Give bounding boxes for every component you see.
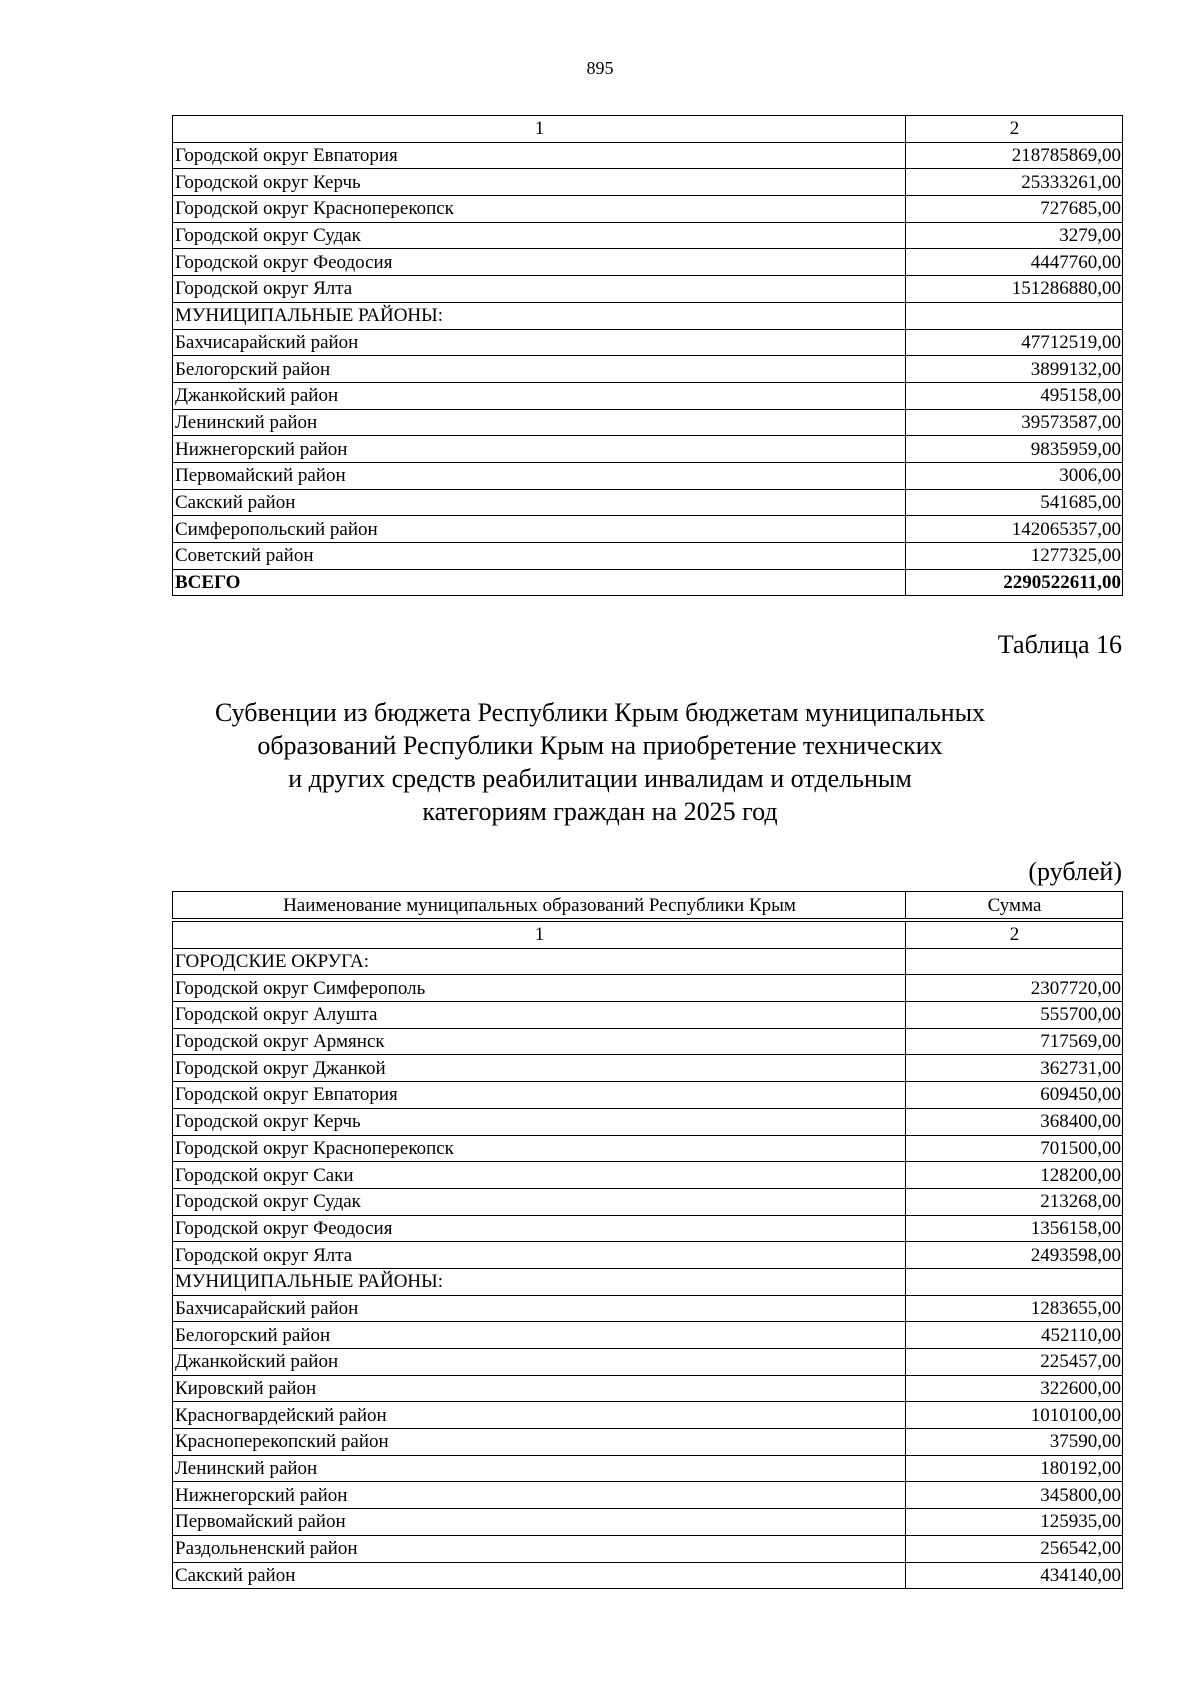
table1-sum-cell: 4447760,00 [906, 249, 1123, 276]
table-row [173, 1002, 1123, 1029]
table2-sum-cell: 717569,00 [906, 1028, 1123, 1055]
table2-sum-cell: 1010100,00 [906, 1402, 1123, 1429]
table2-name-cell: Городской округ Симферополь [173, 975, 906, 1002]
header-sum: Сумма [906, 892, 1123, 919]
table2-sum-cell: 2307720,00 [906, 975, 1123, 1002]
table2-name-cell: Белогорский район [173, 1322, 906, 1349]
table1-sum-cell: 541685,00 [906, 489, 1123, 516]
page-number: 895 [586, 58, 614, 78]
table1-name-cell: Симферопольский район [173, 516, 906, 543]
table1-sum-cell: 3899132,00 [906, 356, 1123, 383]
table1-sum-cell: 142065357,00 [906, 516, 1123, 543]
table2-name-cell: Джанкойский район [173, 1349, 906, 1376]
table1-sum-cell: 151286880,00 [906, 276, 1123, 303]
table-row [173, 1402, 1123, 1429]
table-row [173, 1162, 1123, 1189]
table-row [173, 436, 1123, 463]
table2-name-cell: Сакский район [173, 1562, 906, 1589]
table2-sum-cell: 345800,00 [906, 1482, 1123, 1509]
column-number-1: 1 [173, 922, 906, 949]
table2-sum-cell: 555700,00 [906, 1002, 1123, 1029]
table1-sum-cell [906, 302, 1123, 329]
table2-sum-cell: 368400,00 [906, 1108, 1123, 1135]
table2-sum-cell [906, 1268, 1123, 1295]
table1-body [173, 116, 1123, 596]
table2-name-cell: МУНИЦИПАЛЬНЫЕ РАЙОНЫ: [173, 1268, 906, 1295]
table-row [173, 382, 1123, 409]
table2-sum-cell: 362731,00 [906, 1055, 1123, 1082]
table1-sum-cell: 727685,00 [906, 196, 1123, 223]
column-number-row [173, 922, 1123, 949]
table1-name-cell: Бахчисарайский район [173, 329, 906, 356]
table-row [173, 543, 1123, 570]
table1-name-cell: Городской округ Керчь [173, 169, 906, 196]
column-number-row [173, 116, 1123, 143]
table1-name-cell: Ленинский район [173, 409, 906, 436]
table-row [173, 1509, 1123, 1536]
table1-name-cell: Городской округ Красноперекопск [173, 196, 906, 223]
table-label: Таблица 16 [997, 630, 1122, 659]
table2-name-cell: Городской округ Красноперекопск [173, 1135, 906, 1162]
table-row [173, 249, 1123, 276]
table1-sum-cell: 3279,00 [906, 222, 1123, 249]
table-row [173, 142, 1123, 169]
table-row [173, 569, 1123, 596]
table-row [173, 1242, 1123, 1269]
table1-name-cell: МУНИЦИПАЛЬНЫЕ РАЙОНЫ: [173, 302, 906, 329]
title-line: и других средств реабилитации инвалидам и отдельным [288, 764, 912, 793]
table1-sum-cell: 47712519,00 [906, 329, 1123, 356]
table-row [173, 462, 1123, 489]
table2-sum-cell: 125935,00 [906, 1509, 1123, 1536]
table1-sum-cell: 25333261,00 [906, 169, 1123, 196]
table1-sum-cell: 39573587,00 [906, 409, 1123, 436]
table2-sum-cell: 37590,00 [906, 1429, 1123, 1456]
table-row [173, 1535, 1123, 1562]
table2-sum-cell: 609450,00 [906, 1082, 1123, 1109]
table-row [173, 1055, 1123, 1082]
table-row [173, 356, 1123, 383]
table1-name-cell: Джанкойский район [173, 382, 906, 409]
unit-label: (рублей) [1028, 857, 1122, 886]
table2-sum-cell: 256542,00 [906, 1535, 1123, 1562]
table2-sum-cell: 701500,00 [906, 1135, 1123, 1162]
table2-sum-cell: 1283655,00 [906, 1295, 1123, 1322]
table1-name-cell: Советский район [173, 543, 906, 570]
table-row [173, 1349, 1123, 1376]
header-row [173, 892, 1123, 919]
table1-sum-cell: 1277325,00 [906, 543, 1123, 570]
table2-sum-cell: 322600,00 [906, 1375, 1123, 1402]
title-line: категориям граждан на 2025 год [422, 797, 778, 826]
table2-name-cell: Нижнегорский район [173, 1482, 906, 1509]
table-row [173, 1322, 1123, 1349]
table1-sum-cell: 218785869,00 [906, 142, 1123, 169]
table2-name-cell: Городской округ Джанкой [173, 1055, 906, 1082]
table1-name-cell: Городской округ Феодосия [173, 249, 906, 276]
table2-name-cell: Бахчисарайский район [173, 1295, 906, 1322]
table2-name-cell: Красноперекопский район [173, 1429, 906, 1456]
table2-name-cell: Городской округ Керчь [173, 1108, 906, 1135]
table2-name-cell: Городской округ Армянск [173, 1028, 906, 1055]
table2-name-cell: Городской округ Феодосия [173, 1215, 906, 1242]
table-16 [172, 921, 1123, 1589]
table-row [173, 1108, 1123, 1135]
table2-name-cell: Городской округ Алушта [173, 1002, 906, 1029]
table2-sum-cell: 1356158,00 [906, 1215, 1123, 1242]
table2-name-cell: Раздольненский район [173, 1535, 906, 1562]
table-row [173, 975, 1123, 1002]
table1-sum-cell: 3006,00 [906, 462, 1123, 489]
table-row [173, 489, 1123, 516]
column-number-2: 2 [906, 116, 1123, 143]
table2-sum-cell: 2493598,00 [906, 1242, 1123, 1269]
table2-name-cell: Городской округ Судак [173, 1188, 906, 1215]
table2-sum-cell [906, 948, 1123, 975]
table2-name-cell: Городской округ Ялта [173, 1242, 906, 1269]
table1-name-cell: Первомайский район [173, 462, 906, 489]
table2-sum-cell: 213268,00 [906, 1188, 1123, 1215]
column-number-2: 2 [906, 922, 1123, 949]
title-line: Субвенции из бюджета Республики Крым бюджетам муниципальных [214, 698, 986, 727]
table2-name-cell: Красногвардейский район [173, 1402, 906, 1429]
table2-name-cell: Городской округ Саки [173, 1162, 906, 1189]
table-row [173, 516, 1123, 543]
total-sum-cell: 2290522611,00 [906, 569, 1123, 596]
table2-name-cell: Городской округ Евпатория [173, 1082, 906, 1109]
table-row [173, 169, 1123, 196]
table1-sum-cell: 495158,00 [906, 382, 1123, 409]
table-row [173, 196, 1123, 223]
table-row [173, 948, 1123, 975]
table-row [173, 1562, 1123, 1589]
table-row [173, 1082, 1123, 1109]
table-row [173, 329, 1123, 356]
table1-name-cell: Городской округ Судак [173, 222, 906, 249]
table-row [173, 1188, 1123, 1215]
table1-name-cell: Городской округ Ялта [173, 276, 906, 303]
table-row [173, 302, 1123, 329]
table-row [173, 1375, 1123, 1402]
table2-name-cell: Ленинский район [173, 1455, 906, 1482]
table1-name-cell: Городской округ Евпатория [173, 142, 906, 169]
table-row [173, 276, 1123, 303]
table1-name-cell: Белогорский район [173, 356, 906, 383]
table1-name-cell: Нижнегорский район [173, 436, 906, 463]
total-name-cell: ВСЕГО [173, 569, 906, 596]
table2-sum-cell: 225457,00 [906, 1349, 1123, 1376]
table-row [173, 1215, 1123, 1242]
table-row [173, 1268, 1123, 1295]
column-number-1: 1 [173, 116, 906, 143]
table2-sum-cell: 180192,00 [906, 1455, 1123, 1482]
table2-name-cell: ГОРОДСКИЕ ОКРУГА: [173, 948, 906, 975]
document-title [0, 696, 1200, 828]
table2-name-cell: Кировский район [173, 1375, 906, 1402]
title-line: образований Республики Крым на приобретение технических [257, 731, 943, 760]
table-row [173, 1429, 1123, 1456]
table-row [173, 1028, 1123, 1055]
table-row [173, 409, 1123, 436]
table2-sum-cell: 434140,00 [906, 1562, 1123, 1589]
header-name: Наименование муниципальных образований Республики Крым [173, 892, 906, 919]
table-row [173, 1135, 1123, 1162]
table-row [173, 1482, 1123, 1509]
table1-name-cell: Сакский район [173, 489, 906, 516]
table-15-continuation [172, 115, 1123, 596]
table-16-header [172, 891, 1123, 919]
table-row [173, 222, 1123, 249]
table1-sum-cell: 9835959,00 [906, 436, 1123, 463]
table2-sum-cell: 128200,00 [906, 1162, 1123, 1189]
table2-body [173, 922, 1123, 1589]
table2-name-cell: Первомайский район [173, 1509, 906, 1536]
table-row [173, 1455, 1123, 1482]
table-row [173, 1295, 1123, 1322]
table2-sum-cell: 452110,00 [906, 1322, 1123, 1349]
